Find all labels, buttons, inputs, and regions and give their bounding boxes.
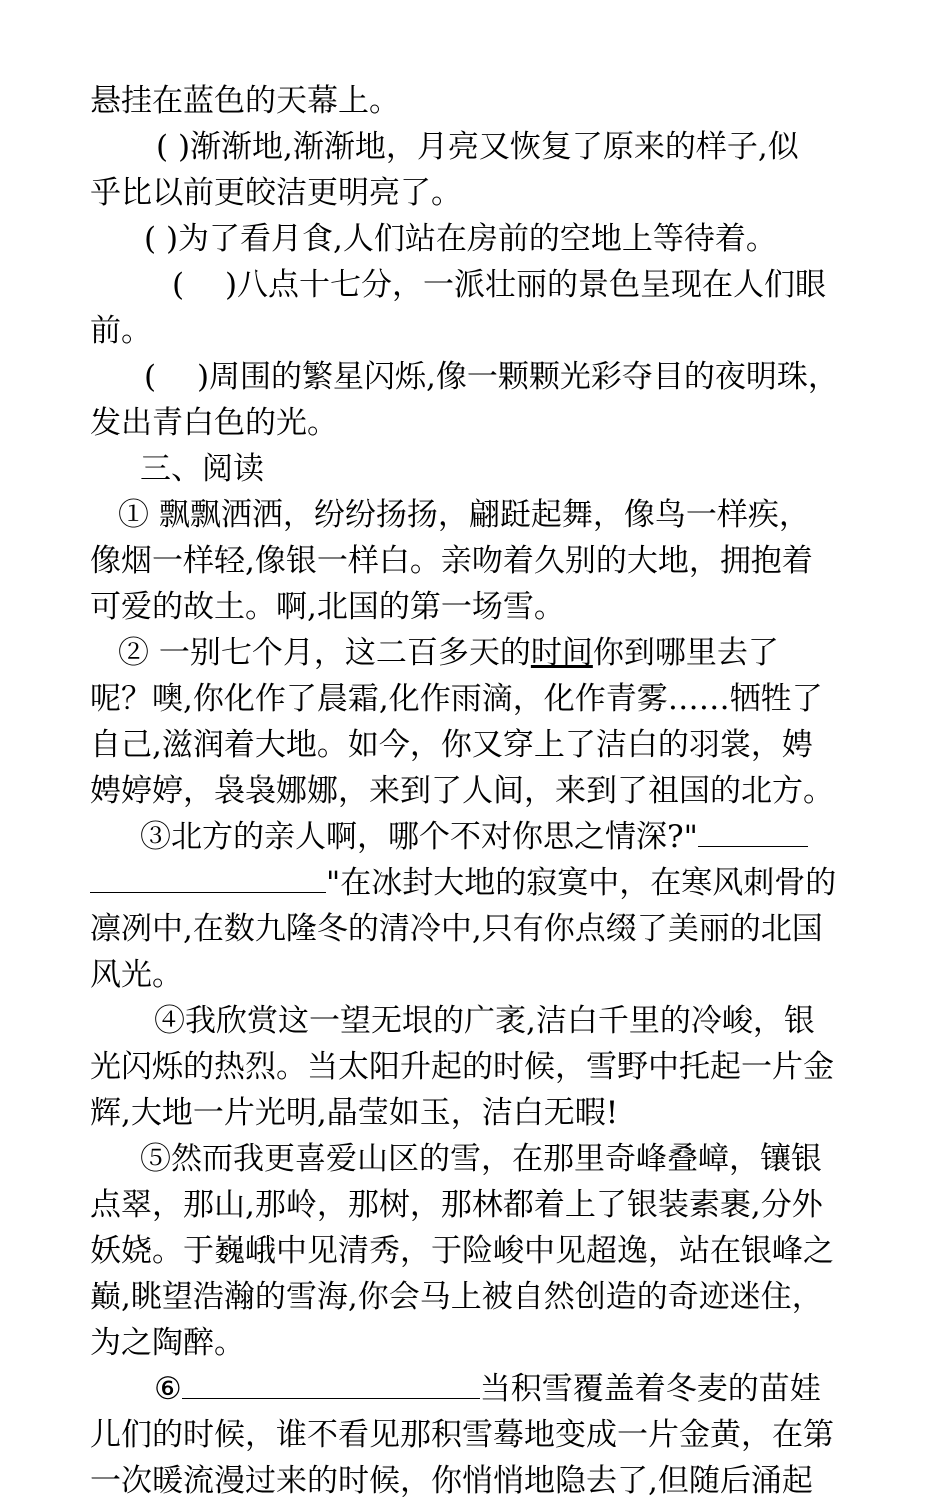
line-text: 当积雪覆盖着冬麦的苗娃 — [479, 1371, 821, 1407]
text-line — [90, 1228, 860, 1274]
text-line — [90, 998, 860, 1044]
line-text: 娉婷婷，袅袅娜娜，来到了人间，来到了祖国的北方。 — [90, 773, 834, 809]
text-line — [90, 170, 860, 216]
line-text: 呢？噢,你化作了晨霜,化作雨滴，化作青雾……牺牲了 — [90, 681, 823, 717]
line-text: ( )周围的繁星闪烁,像一颗颗光彩夺目的夜明珠， — [144, 359, 839, 395]
line-text: ( )渐渐地,渐渐地，月亮又恢复了原来的样子,似 — [156, 129, 799, 165]
text-line — [90, 1320, 860, 1366]
text-line — [90, 400, 860, 446]
line-text: 妖娆。于巍峨中见清秀，于险峻中见超逸，站在银峰之 — [90, 1233, 834, 1269]
text-line — [90, 584, 860, 630]
line-text: 可爱的故土。啊,北国的第一场雪。 — [90, 589, 565, 625]
line-text: 悬挂在蓝色的天幕上。 — [90, 83, 400, 119]
line-text: ⑥ — [154, 1371, 182, 1407]
line-text: 凛冽中,在数九隆冬的清冷中,只有你点缀了美丽的北国 — [90, 911, 823, 947]
line-text: 三、阅读 — [140, 451, 264, 487]
fill-in-blank[interactable] — [698, 814, 808, 847]
line-text: 风光。 — [90, 957, 183, 993]
line-text: 点翠，那山,那岭，那树，那林都着上了银装素裹,分外 — [90, 1187, 823, 1223]
text-line — [90, 1136, 860, 1182]
line-text: 自己,滋润着大地。如今，你又穿上了洁白的羽裳，娉 — [90, 727, 813, 763]
text-line — [90, 952, 860, 998]
line-text: ⑤然而我更喜爱山区的雪，在那里奇峰叠嶂，镶银 — [140, 1141, 822, 1177]
line-text: 发出青白色的光。 — [90, 405, 338, 441]
line-text: 乎比以前更皎洁更明亮了。 — [90, 175, 462, 211]
text-line — [90, 768, 860, 814]
text-line — [90, 78, 860, 124]
fill-in-blank[interactable] — [182, 1366, 480, 1399]
document-body — [90, 78, 860, 1504]
text-line — [90, 630, 860, 676]
fill-in-blank[interactable] — [90, 860, 326, 893]
text-line — [90, 1412, 860, 1458]
text-line — [90, 262, 860, 308]
line-text: 辉,大地一片光明,晶莹如玉，洁白无暇! — [90, 1095, 619, 1131]
text-line — [90, 906, 860, 952]
text-line — [90, 860, 860, 906]
line-text: "在冰封大地的寂寞中，在寒风刺骨的 — [326, 865, 837, 901]
line-text: ② 一别七个月，这二百多天的 — [118, 635, 531, 671]
underlined-word: 时间 — [530, 635, 593, 671]
text-line — [90, 676, 860, 722]
text-line — [90, 1090, 860, 1136]
text-line — [90, 1044, 860, 1090]
text-line — [90, 1182, 860, 1228]
text-line — [90, 216, 860, 262]
line-text: ① 飘飘洒洒，纷纷扬扬，翩跹起舞，像鸟一样疾， — [118, 497, 810, 533]
line-text: 光闪烁的热烈。当太阳升起的时候，雪野中托起一片金 — [90, 1049, 834, 1085]
text-line — [90, 124, 860, 170]
line-text: 你到哪里去了 — [592, 635, 779, 671]
line-text: 儿们的时候，谁不看见那积雪蓦地变成一片金黄，在第 — [90, 1417, 834, 1453]
line-text: ( )八点十七分，一派壮丽的景色呈现在人们眼 — [172, 267, 827, 303]
text-line — [90, 1366, 860, 1412]
text-line — [90, 722, 860, 768]
line-text: ④我欣赏这一望无垠的广袤,洁白千里的冷峻，银 — [154, 1003, 815, 1039]
line-text: ( )为了看月食,人们站在房前的空地上等待着。 — [144, 221, 777, 257]
text-line — [90, 1274, 860, 1320]
text-line — [90, 446, 860, 492]
text-line — [90, 538, 860, 584]
text-line — [90, 814, 860, 860]
text-line — [90, 1458, 860, 1504]
line-text: 一次暖流漫过来的时候，你悄悄地隐去了,但随后涌起 — [90, 1463, 813, 1499]
text-line — [90, 308, 860, 354]
text-line — [90, 354, 860, 400]
line-text: 像烟一样轻,像银一样白。亲吻着久别的大地，拥抱着 — [90, 543, 813, 579]
line-text: ③北方的亲人啊，哪个不对你思之情深?" — [140, 819, 698, 855]
line-text: 巅,眺望浩瀚的雪海,你会马上被自然创造的奇迹迷住， — [90, 1279, 823, 1315]
line-text: 为之陶醉。 — [90, 1325, 245, 1361]
text-line — [90, 492, 860, 538]
line-text: 前。 — [90, 313, 152, 349]
